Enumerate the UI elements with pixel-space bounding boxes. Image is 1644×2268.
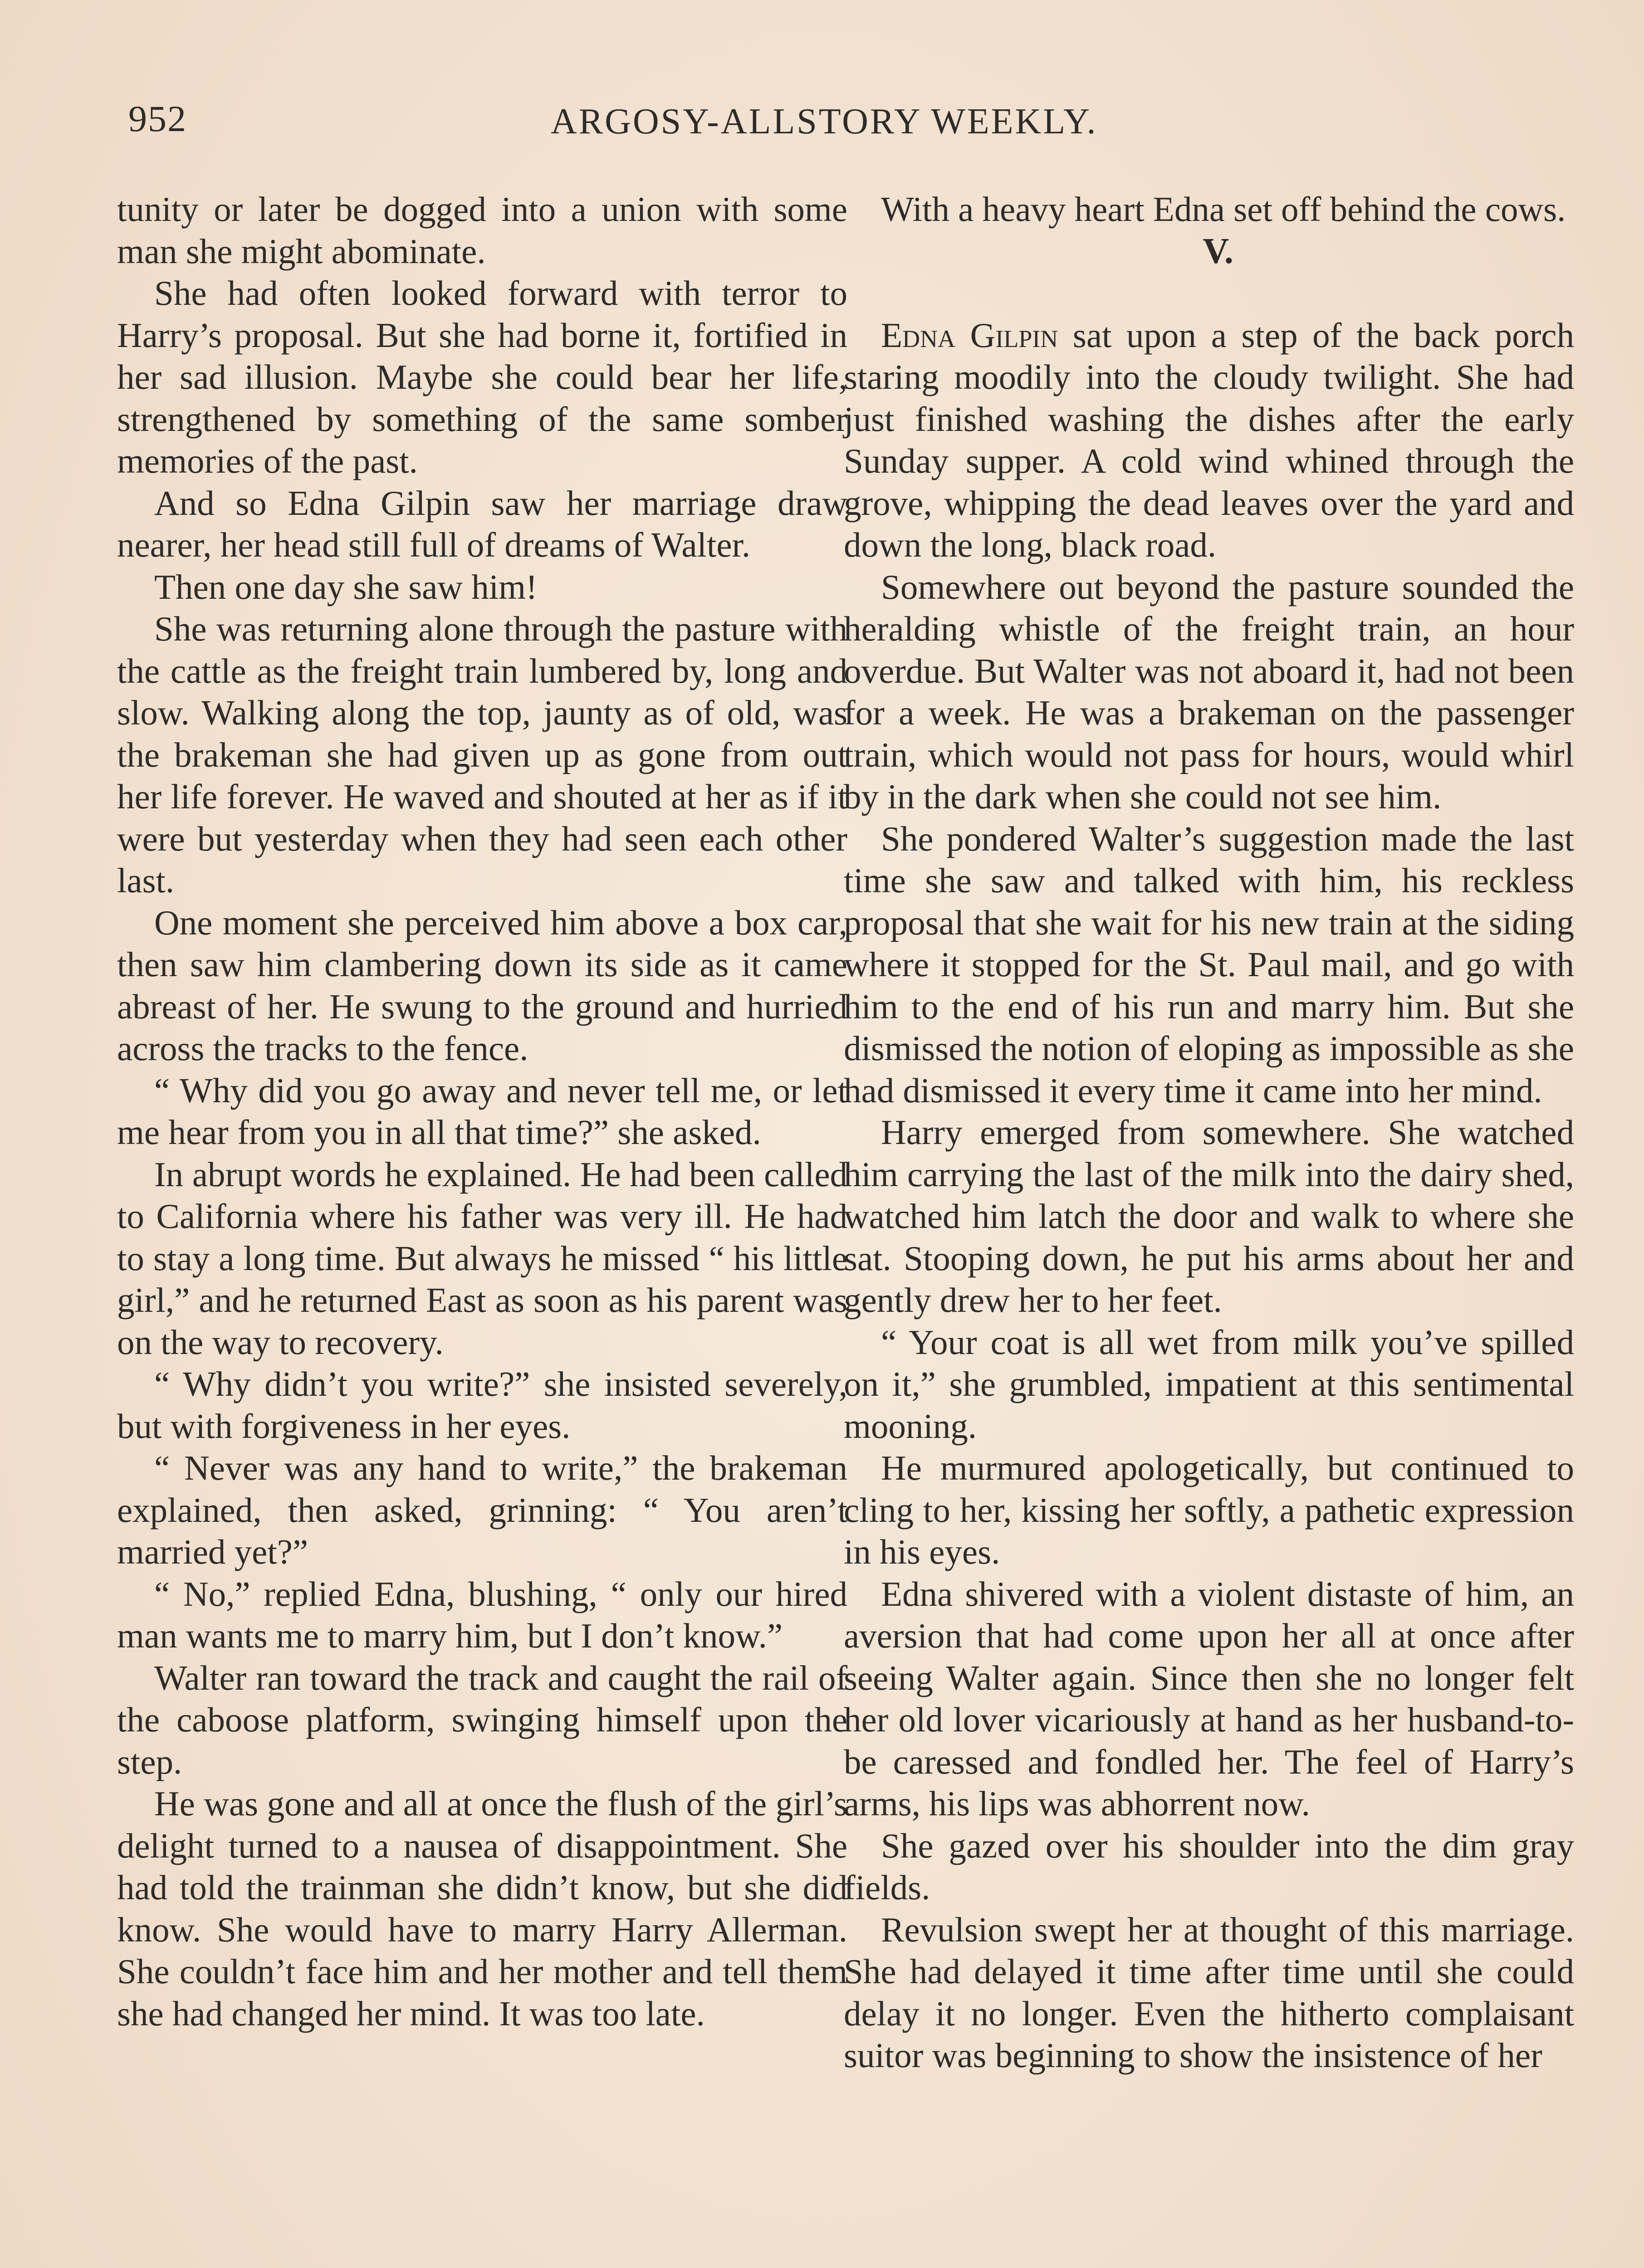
paragraph: Then one day she saw him! (154, 567, 538, 606)
paragraph: tunity or later be dogged into a union with some man she might abominate. (117, 190, 847, 271)
paragraph: Revulsion swept her at thought of this marriage. She had delayed it time after time until she could delay it no longer. Even the hitherto complaisant suitor was beginning to show the insistence of her (844, 1910, 1574, 2075)
paragraph: He was gone and all at once the flush of the girl’s delight turned to a nausea of disappointment. She had told the trainman she didn’t know, but she did know. She would have to marry Harry Allerman. She couldn’t face him and her mother and tell them she had changed her mind. It was too late. (117, 1784, 847, 2033)
paragraph: She was returning alone through the pasture with the cattle as the freight train lumbered by, long and slow. Walking along the top, jaunty as of old, was the brakeman she had given up as gone from out her life forever. He waved and shouted at her as if it were but yesterday when they had seen each other last. (117, 609, 847, 900)
section-opening-paragraph (844, 314, 1574, 566)
paragraph: “ Your coat is all wet from milk you’ve spilled on it,” she grumbled, impatient at this sentimental mooning. (844, 1322, 1574, 1446)
paragraph: With a heavy heart Edna set off behind the cows. (881, 190, 1566, 229)
paragraph: “ No,” replied Edna, blushing, “ only our hired man wants me to marry him, but I don’t know.” (117, 1574, 847, 1655)
paragraph-text: sat upon a step of the back porch staring moodily into the cloudy twilight. She had just finished washing the dishes after the early Sunday supper. A cold wind whined through the grove, whipping the dead leaves over the yard and down the long, black road. (844, 315, 1574, 564)
paragraph: In abrupt words he explained. He had been called to California where his father was very ill. He had to stay a long time. But always he missed “ his little girl,” and he returned East as soon as his parent was on the way to recovery. (117, 1154, 847, 1362)
paragraph: He murmured apologetically, but continued to cling to her, kissing her softly, a pathetic expression in his eyes. (844, 1448, 1574, 1571)
paragraph: Somewhere out beyond the pasture sounded the heralding whistle of the freight train, an hour overdue. But Walter was not aboard it, had not been for a week. He was a brakeman on the passenger train, which would not pass for hours, would whirl by in the dark when she could not see him. (844, 567, 1574, 816)
right-column (844, 188, 1574, 2077)
paragraph: And so Edna Gilpin saw her marriage draw nearer, her head still full of dreams of Walter. (117, 483, 847, 564)
paragraph: “ Why didn’t you write?” she insisted severely, but with forgiveness in her eyes. (117, 1364, 847, 1446)
paragraph: She pondered Walter’s suggestion made the last time she saw and talked with him, his reckless proposal that she wait for his new train at the siding where it stopped for the St. Paul mail, and go with him to the end of his run and marry him. But she dismissed the notion of eloping as impossible as she had dismissed it every time it came into her mind. (844, 819, 1574, 1110)
section-heading: V. (1203, 231, 1233, 271)
paragraph: Edna shivered with a violent distaste of him, an aversion that had come upon her all at once after seeing Walter again. Since then she no longer felt her old lover vicariously at hand as her husband-to-be caressed and fondled her. The feel of Harry’s arms, his lips was abhorrent now. (844, 1574, 1574, 1823)
left-column (117, 188, 847, 2034)
paragraph: “ Never was any hand to write,” the brakeman explained, then asked, grinning: “ You aren’t married yet?” (117, 1448, 847, 1571)
page-number: 952 (128, 98, 187, 139)
paragraph: She gazed over his shoulder into the dim gray fields. (844, 1826, 1574, 1907)
page-header (0, 98, 1644, 156)
paragraph: She had often looked forward with terror to Harry’s proposal. But she had borne it, fortified in her sad illusion. Maybe she could bear her life, strengthened by something of the same somber memories of the past. (117, 274, 847, 480)
running-title: ARGOSY-ALLSTORY WEEKLY. (551, 102, 1098, 142)
paragraph: Harry emerged from somewhere. She watched him carrying the last of the milk into the dairy shed, watched him latch the door and walk to where she sat. Stooping down, he put his arms about her and gently drew her to her feet. (844, 1113, 1574, 1320)
paragraph: One moment she perceived him above a box car, then saw him clambering down its side as it came abreast of her. He swung to the ground and hurried across the tracks to the fence. (117, 903, 847, 1068)
smallcaps-lead: Edna Gilpin (881, 315, 1058, 355)
paragraph: “ Why did you go away and never tell me, or let me hear from you in all that time?” she asked. (117, 1070, 847, 1152)
paragraph: Walter ran toward the track and caught the rail of the caboose platform, swinging himself upon the step. (117, 1658, 847, 1781)
